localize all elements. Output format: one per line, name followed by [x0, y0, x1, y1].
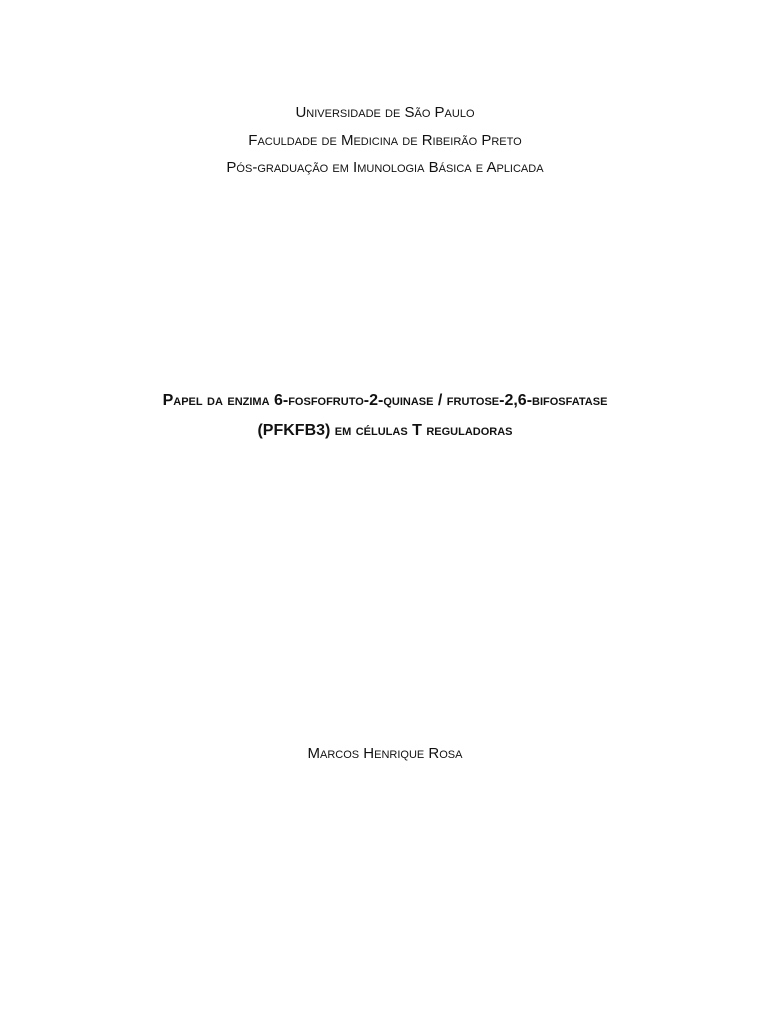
author-name: Marcos Henrique Rosa: [307, 745, 463, 762]
thesis-title-line-1: Papel da enzima 6-fosfofruto-2-quinase / frutose-2,6-bifosfatase: [162, 392, 608, 409]
thesis-title-line-2: (PFKFB3) em células T reguladoras: [257, 422, 513, 439]
university-name: Universidade de São Paulo: [295, 104, 475, 121]
faculty-name: Faculdade de Medicina de Ribeirão Preto: [248, 132, 522, 149]
program-name: Pós-graduação em Imunologia Básica e Aplicada: [226, 159, 544, 176]
